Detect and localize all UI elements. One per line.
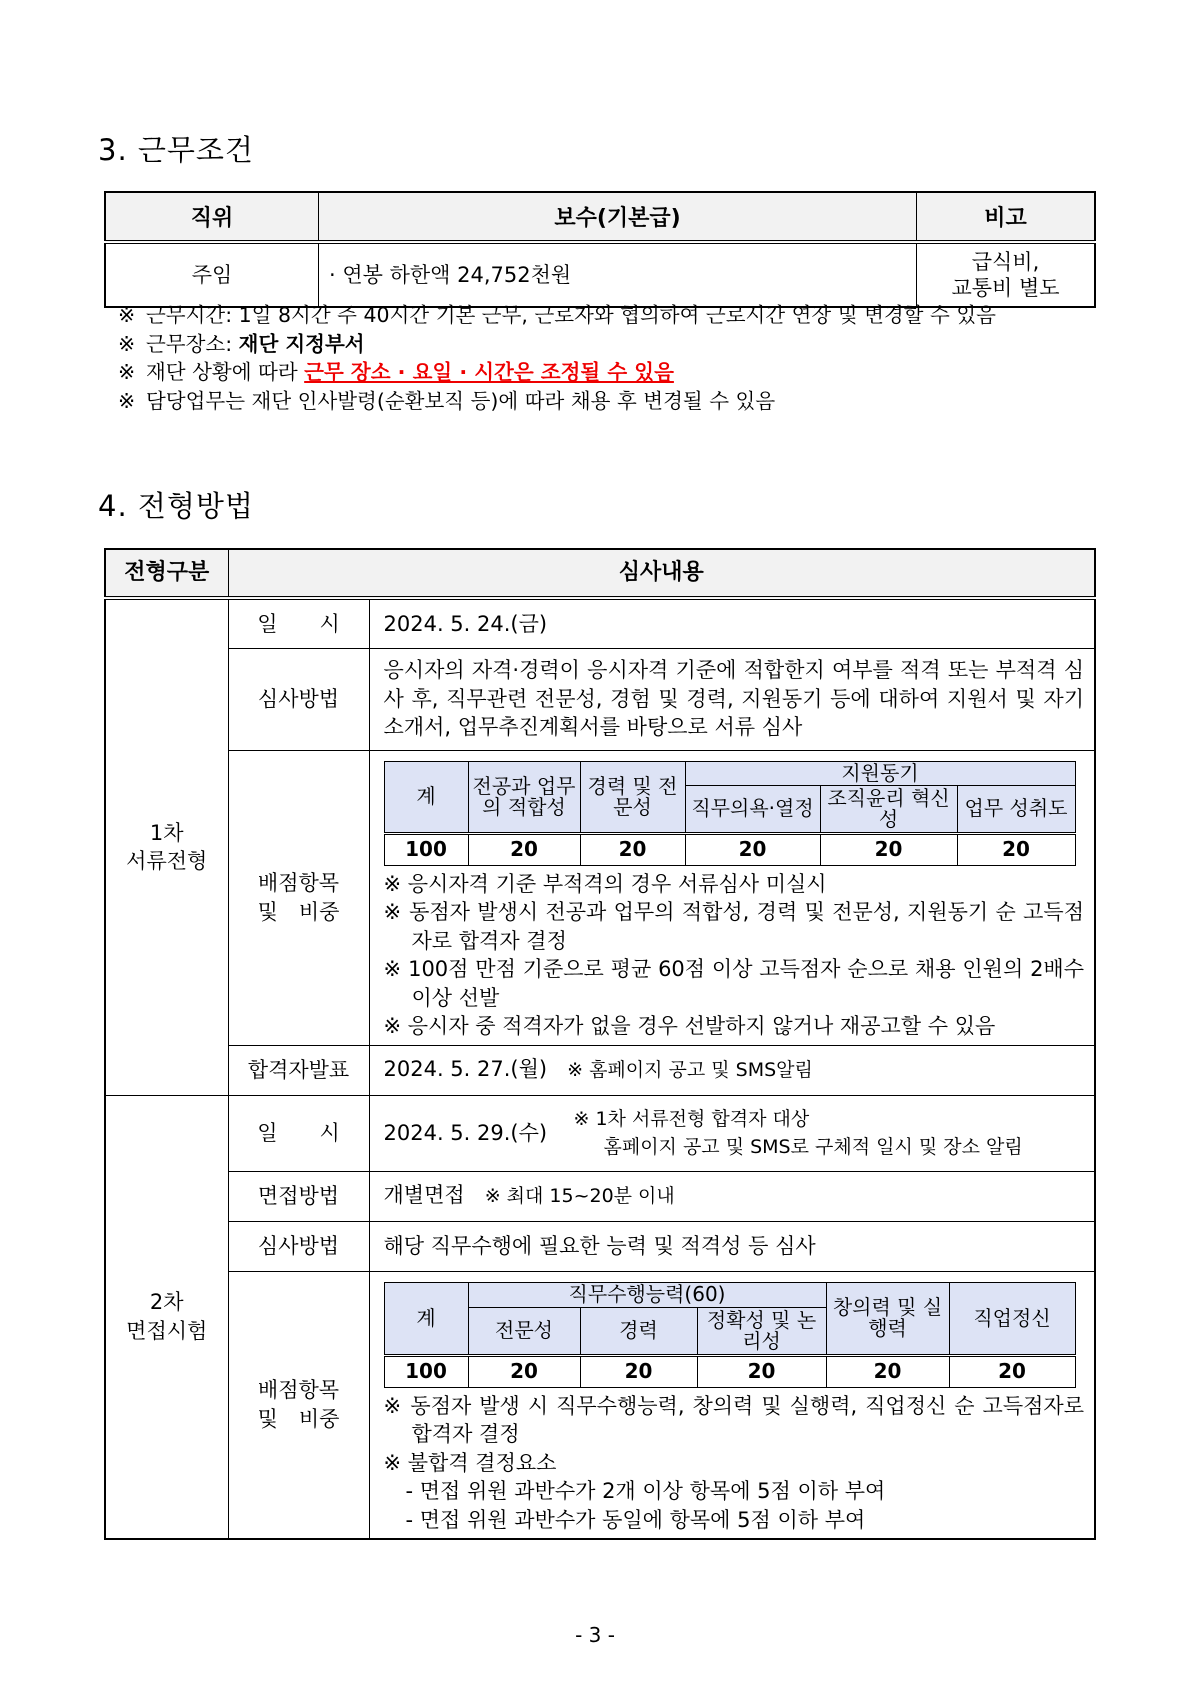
s1-value-career: 20 [580,833,685,865]
stage1-date-label: 일 시 [228,598,369,648]
stage2-name: 2차 면접시험 [105,1095,228,1539]
s1-total-value: 100 [384,833,468,865]
note-work-hours: ※ 근무시간: 1일 8시간 주 40시간 기본 근무, 근로자와 협의하여 근로시간 연장 및 변경할 수 있음 [118,303,996,327]
header-content: 심사내용 [228,549,1095,598]
s1-value-achievement: 20 [957,833,1075,865]
s2-value-logic: 20 [697,1355,826,1387]
s2-note-3: - 면접 위원 과반수가 2개 이상 항목에 5점 이하 부여 [405,1479,886,1503]
stage1-method-label: 심사방법 [228,648,369,750]
s2-note-2: ※ 불합격 결정요소 [383,1450,557,1475]
stage2-date-value: 2024. 5. 29.(수) ※ 1차 서류전형 합격자 대상 홈페이지 공고 및 SMS로 구체적 일시 및 장소 알림 [369,1095,1095,1171]
stage1-method-value: 응시자의 자격·경력이 응시자격 기준에 적합한지 여부를 적격 또는 부적격 심사 후, 직무관련 전문성, 경험 및 경력, 지원동기 등에 대하여 지원서 및 자기소개서, 업무추진계획서를 바탕으로 서류 심사 [369,648,1095,750]
s1-note-3: ※ 100점 만점 기준으로 평균 60점 이상 고득점자 순으로 채용 인원의 2배수 이상 선발 [383,957,1084,1010]
s2-sub-expertise: 전문성 [468,1307,580,1355]
stage1-score-cell [369,750,1095,1045]
s2-note-1: ※ 동점자 발생 시 직무수행능력, 창의력 및 실행력, 직업정신 순 고득점자로 합격자 결정 [383,1393,1084,1446]
header-note: 비고 [917,192,1096,242]
s2-col-creativity: 창의력 및 실행력 [826,1282,949,1355]
stage2-score-cell [369,1271,1095,1539]
s1-note-4: ※ 응시자 중 적격자가 없을 경우 선발하지 않거나 재공고할 수 있음 [383,1014,996,1038]
stage1-announce-label: 합격자발표 [228,1045,369,1095]
s1-value-passion: 20 [685,833,820,865]
note-work-place: ※ 근무장소: 재단 지정부서 [118,331,365,356]
stage1-announce-value: 2024. 5. 27.(월) ※ 홈페이지 공고 및 SMS알림 [369,1045,1095,1095]
s2-value-career: 20 [580,1355,697,1387]
s2-note-4: - 면접 위원 과반수가 동일에 항목에 5점 이하 부여 [405,1507,866,1532]
section3-heading: 3. 근무조건 [98,133,254,167]
s2-value-creativity: 20 [826,1355,949,1387]
s1-sub-passion: 직무의욕·열정 [685,785,820,833]
note-duty-change: ※ 담당업무는 재단 인사발령(순환보직 등)에 따라 채용 후 변경될 수 있음 [118,388,776,413]
stage2-score-label: 배점항목 및 비중 [228,1271,369,1539]
work-conditions-table [104,191,1096,308]
s2-sub-career: 경력 [580,1307,697,1355]
s1-col-fit: 전공과 업무의 적합성 [468,761,580,833]
stage2-date-label: 일 시 [228,1095,369,1171]
stage2-method-label: 심사방법 [228,1221,369,1271]
s1-group-motivation: 지원동기 [685,761,1075,785]
s1-col-career: 경력 및 전문성 [580,761,685,833]
s1-sub-ethics: 조직윤리 혁신성 [820,785,957,833]
note-adjustment: ※ 재단 상황에 따라 근무 장소 · 요일 · 시간은 조정될 수 있음 [118,360,674,384]
s1-note-1: ※ 응시자격 기준 부적격의 경우 서류심사 미실시 [383,871,827,896]
section4-heading: 4. 전형방법 [98,489,254,523]
stage1-score-table [384,761,1076,866]
selection-method-table [104,548,1096,1540]
s1-value-ethics: 20 [820,833,957,865]
stage1-name: 1차 서류전형 [105,598,228,1095]
s2-sub-logic: 정확성 및 논리성 [697,1307,826,1355]
s1-total-header: 계 [384,761,468,833]
header-pay: 보수(기본급) [319,192,917,242]
s2-value-professionalism: 20 [949,1355,1075,1387]
s1-sub-achievement: 업무 성취도 [957,785,1075,833]
cell-pay: · 연봉 하한액 24,752천원 [319,242,917,307]
stage2-score-table [384,1282,1076,1388]
stage2-interview-label: 면접방법 [228,1171,369,1221]
cell-position: 주임 [105,242,319,307]
section3-notes [118,301,1094,415]
header-stage: 전형구분 [105,549,228,598]
s1-value-fit: 20 [468,833,580,865]
s2-total-header: 계 [384,1282,468,1355]
stage1-score-label: 배점항목 및 비중 [228,750,369,1045]
s1-note-2: ※ 동점자 발생시 전공과 업무의 적합성, 경력 및 전문성, 지원동기 순 고득점자로 합격자 결정 [383,900,1084,953]
s2-total-value: 100 [384,1355,468,1387]
s2-value-expertise: 20 [468,1355,580,1387]
s2-col-professionalism: 직업정신 [949,1282,1075,1355]
stage1-date-value: 2024. 5. 24.(금) [369,598,1095,648]
s2-group-competence: 직무수행능력(60) [468,1282,826,1307]
header-position: 직위 [105,192,319,242]
stage2-method-value: 해당 직무수행에 필요한 능력 및 적격성 등 심사 [369,1221,1095,1271]
page-number: - 3 - [575,1623,615,1647]
stage2-interview-value: 개별면접 ※ 최대 15~20분 이내 [369,1171,1095,1221]
cell-note: 급식비, 교통비 별도 [917,242,1096,307]
